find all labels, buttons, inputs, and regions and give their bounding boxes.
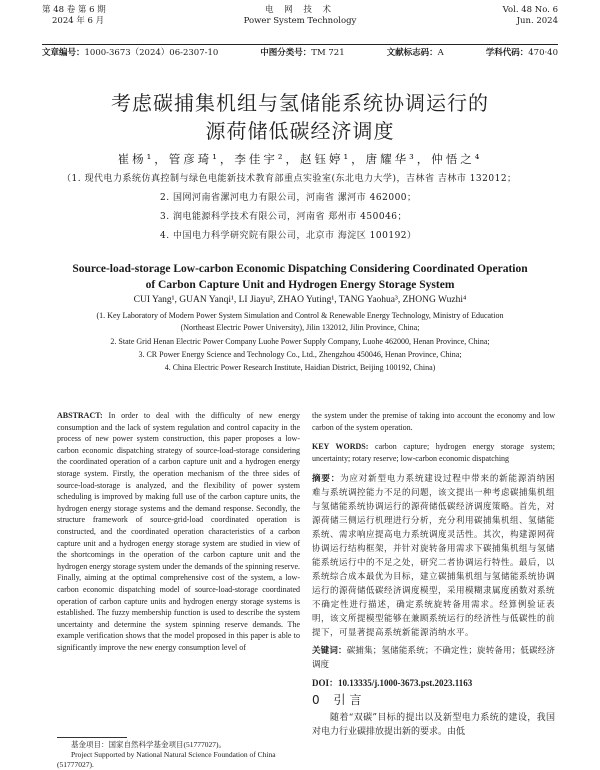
footnote-rule (57, 737, 127, 738)
affiliation-en-3: 3. CR Power Energy Science and Technology Co., Ltd., Zhengzhou 450046, Henan Province, China; (138, 350, 462, 359)
abstract-en-text: In order to deal with the difficulty of new energy consumption and the lack of system regulation and control capacity in the process of new power system construction, this paper proposes a low-carbon economic dispatching strategy of source-load-storage considering the coordinated operation of a carbon capture unit and a hydrogen energy storage system. Firstly, the operation mechanism of the three sides of source-load-storage is analyzed, and the flexibility of power system scheduling is improved by making full use of the carbon capture units, the hydrogen energy storage systems and the demand response. Secondly, the structure framework of source-grid-load coordinated operation is constructed, and the coordinated operation characteristics of a carbon capture unit and a hydrogen energy storage system are studied in view of the shortcomings in the operation of the carbon capture unit and the hydrogen energy storage system under the demands of the spinning reserve. Finally, aiming at the optimal comprehensive cost of the system, a low-carbon economic dispatching model of source-load-storage coordinated operation of carbon capture units and hydrogen energy storage systems is established. The fuzzy membership function is used to describe the system uncertainty and determine the system spinning reserve demands. The example verification shows that the model proposed in this paper is able to significantly improve the new energy consumption level of (57, 411, 300, 652)
title-en-line1: Source-load-storage Low-carbon Economic Dispatching Considering Coordinated Operation (72, 263, 528, 275)
doi: DOI：10.13335/j.1000-3673.pst.2023.1163 (312, 678, 473, 689)
date-zh: 2024 年 6 月 (52, 16, 105, 26)
date-en: Jun. 2024 (516, 16, 558, 26)
affiliation-en-1: (1. Key Laboratory of Modern Power System Simulation and Control & Renewable Energy Technology, Ministry of Education (96, 311, 504, 320)
abstract-zh-text: 为应对新型电力系统建设过程中带来的新能源消纳困难与系统调控能力不足的问题，该文提出一种考虑碳捕集机组与氢储能系统协调运行的源荷储低碳经济调度策略。首先，对源荷储三侧运行机理进行分析，充分利用碳捕集机组、氢储能系统、需求响应提高电力系统调度灵活性。其次，构建源网荷协调运行结构框架，并针对旋转备用需求下碳捕集机组与氢储能系统运行中的不足之处，研究二者协调运行特性。最后，以系统综合成本最优为目标，建立碳捕集机组与氢储能系统协调运行的源荷储低碳经济调度模型，采用模糊隶属度函数对系统不确定性进行描述，确定系统旋转备用需求。经算例验证表明，该文所提模型能够在兼顾系统运行的经济性与低碳性的前提下，可显著提高系统新能源消纳水平。 (312, 474, 556, 639)
doc-code: 文献标志码：A (386, 48, 444, 58)
abstract-zh (312, 472, 555, 640)
subject-code: 学科代码：470·40 (485, 48, 558, 58)
authors-en: CUI Yang¹, GUAN Yanqi¹, LI Jiayu², ZHAO Yuting¹, TANG Yaohua³, ZHONG Wuzhi⁴ (133, 295, 467, 305)
affiliation-zh-3: 3. 润电能源科学技术有限公司，河南省 郑州市 450046； (160, 212, 408, 222)
journal-en: Power System Technology (243, 16, 357, 26)
affiliation-zh-1: （1. 现代电力系统仿真控制与绿色电能新技术教育部重点实验室(东北电力大学)，吉林省 吉林市 132012； (62, 174, 517, 184)
clc-code: 中图分类号：TM 721 (260, 48, 345, 58)
abstract-zh-label: 摘要： (312, 474, 341, 485)
footnote-fund-en-cont: (51777027). (57, 760, 94, 769)
title-zh-line1: 考虑碳捕集机组与氢储能系统协调运行的 (111, 91, 489, 115)
keywords-zh-text: 碳捕集；氢储能系统；不确定性；旋转备用；低碳经济调度 (312, 646, 555, 671)
authors-zh: 崔杨¹，管彦琦¹，李佳宇²，赵钰婷¹，唐耀华³，仲悟之⁴ (117, 152, 483, 166)
header-volume-en (503, 5, 558, 27)
header-rule (42, 44, 558, 45)
article-meta (42, 48, 558, 59)
abstract-en (57, 410, 300, 653)
intro-paragraph: 随着“双碳”目标的提出以及新型电力系统的建设，我国对电力行业碳排放提出新的要求。由低 (312, 712, 555, 737)
journal-zh: 电 网 技 术 (264, 5, 336, 15)
title-zh-line2: 源荷储低碳经济调度 (205, 119, 395, 143)
keywords-zh-label: 关键词： (312, 646, 347, 657)
right-column (312, 410, 555, 739)
keywords-en (312, 441, 555, 464)
footnote (57, 740, 300, 770)
abstract-en-label: ABSTRACT: (57, 411, 103, 420)
affiliation-en-4: 4. China Electric Power Research Institute, Haidian District, Beijing 100192, China) (164, 363, 436, 372)
volume-en: Vol. 48 No. 6 (502, 5, 558, 15)
section-heading (312, 692, 555, 707)
title-en-line2: of Carbon Capture Unit and Hydrogen Energy Storage System (145, 279, 455, 291)
affiliation-en-2: 2. State Grid Henan Electric Power Company Luohe Power Supply Company, Luohe 462000, Henan Province, China; (110, 337, 490, 346)
section-number: 0 (312, 692, 320, 707)
abstract-en-continued: the system under the premise of taking into account the economy and low carbon of the system operation. (312, 411, 555, 432)
affiliation-zh-2: 2. 国网河南省漯河电力有限公司，河南省 漯河市 462000； (160, 193, 417, 203)
section-title: 引言 (333, 692, 366, 707)
affiliation-zh-4: 4. 中国电力科学研究院有限公司，北京市 海淀区 100192） (160, 231, 417, 241)
footnote-fund-zh: 基金项目：国家自然科学基金项目(51777027)。 (71, 740, 226, 749)
article-no: 文章编号：1000-3673（2024）06-2307-10 (42, 48, 219, 58)
affiliation-en-1b: (Northeast Electric Power University), Jilin 132012, Jilin Province, China; (180, 323, 420, 332)
keywords-zh (312, 644, 555, 672)
footnote-fund-en: Project Supported by National Natural Science Foundation of China (71, 750, 276, 759)
keywords-en-label: KEY WORDS: (312, 442, 369, 452)
keywords-en-text: carbon capture; hydrogen energy storage system; uncertainty; rotary reserve; low-carbon economic dispatching (312, 442, 555, 463)
volume-zh: 第 48 卷 第 6 期 (42, 5, 106, 15)
